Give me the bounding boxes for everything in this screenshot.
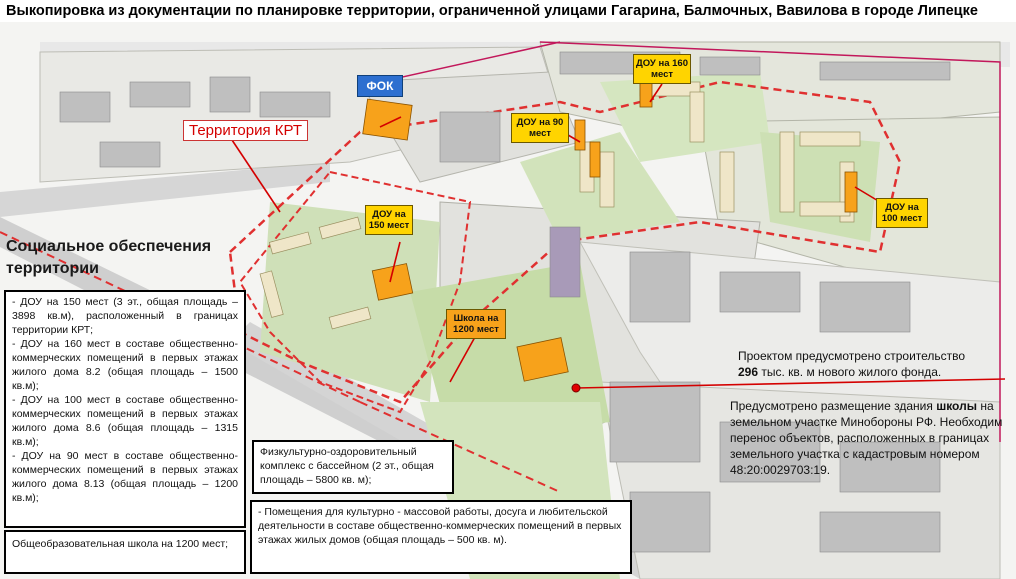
- social-section-title: Социальное обеспечения территории: [6, 238, 212, 277]
- school-note-post: на земельном участке Минобороны РФ. Необходим перенос объектов, расположенных в границах земельного участка с кадастровым номером 48:20:0029703:19.: [730, 399, 1003, 477]
- fok-label: ФОК: [357, 75, 403, 97]
- housing-note-post: тыс. кв. м нового жилого фонда.: [761, 365, 942, 379]
- housing-number: 296: [738, 365, 759, 379]
- dou-item: - ДОУ на 150 мест (3 эт., общая площадь – 3898 кв.м), расположенный в границах территории КРТ;: [12, 296, 238, 336]
- dou-item: - ДОУ на 100 мест в составе общественно-коммерческих помещений в первых этажах жилого дома 8.6 (общая площадь – 1315 кв.м);: [12, 394, 238, 448]
- dou-90-label: ДОУ на 90 мест: [511, 113, 569, 143]
- school-note: [730, 398, 1012, 478]
- housing-note-pre: Проектом предусмотрено строительство: [738, 349, 966, 363]
- page-title: Выкопировка из документации по планировке территории, ограниченной улицами Гагарина, Балмочных, Вавилова в городе Липецке: [6, 3, 978, 19]
- krt-territory-label: Территория КРТ: [183, 120, 308, 141]
- housing-note: [738, 348, 1010, 380]
- dou-150-label: ДОУ на 150 мест: [365, 205, 413, 235]
- school-info-box: Общеобразовательная школа на 1200 мест;: [4, 530, 246, 574]
- school-note-pre: Предусмотрено размещение здания: [730, 399, 933, 413]
- school-1200-label: Школа на 1200 мест: [446, 309, 506, 339]
- dou-item: - ДОУ на 90 мест в составе общественно-коммерческих помещений в первых этажах жилого дома 8.13 (общая площадь – 1200 кв.м);: [12, 450, 238, 504]
- dou-160-label: ДОУ на 160 мест: [633, 54, 691, 84]
- school-note-word: школы: [936, 399, 977, 413]
- fok-info-box: Физкультурно-оздоровительный комплекс с бассейном (2 эт., общая площадь – 5800 кв. м);: [252, 440, 454, 494]
- dou-list-box: [4, 290, 246, 528]
- dou-item: - ДОУ на 160 мест в составе общественно-коммерческих помещений в первых этажах жилого дома 8.2 (общая площадь – 1500 кв.м);: [12, 338, 238, 392]
- culture-info-box: - Помещения для культурно - массовой работы, досуга и любительской деятельности в составе общественно-коммерческих помещений в первых этажах жилых домов (общая площадь – 500 кв. м).: [250, 500, 632, 574]
- dou-100-label: ДОУ на 100 мест: [876, 198, 928, 228]
